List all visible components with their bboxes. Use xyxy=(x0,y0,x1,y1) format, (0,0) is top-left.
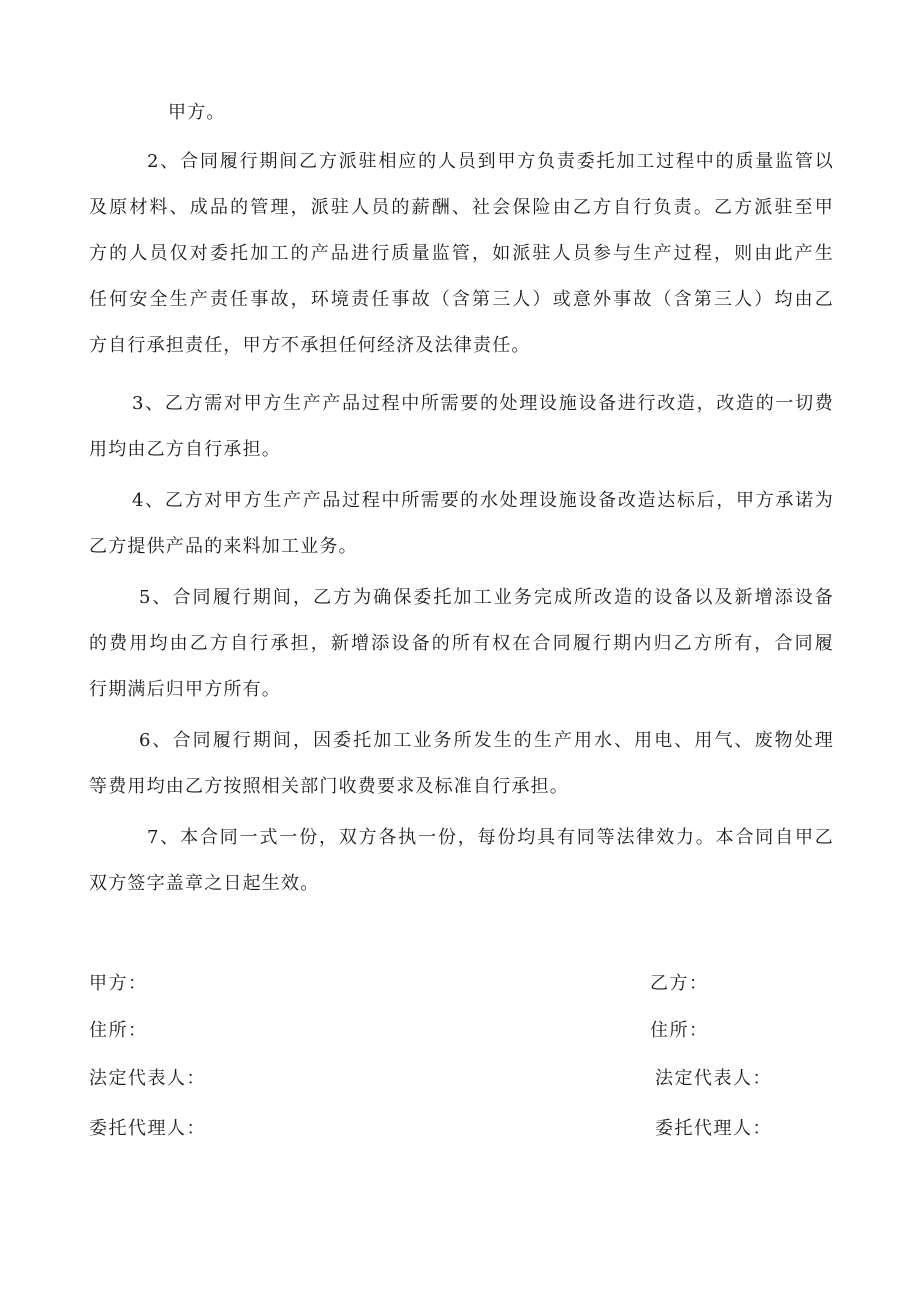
paragraph-line: 6、合同履行期间，因委托加工业务所发生的生产用水、用电、用气、废物处理 xyxy=(139,730,834,751)
party-b-label: 乙方： xyxy=(650,973,709,994)
paragraph-line: 双方签字盖章之日起生效。 xyxy=(89,873,320,894)
paragraph-line: 及原材料、成品的管理，派驻人员的薪酬、社会保险由乙方自行负责。乙方派驻至甲 xyxy=(89,197,834,218)
party-a-legal-rep-label: 法定代表人： xyxy=(89,1068,206,1089)
clause-6 xyxy=(89,718,834,810)
paragraph-line: 任何安全生产责任事故，环境责任事故（含第三人）或意外事故（含第三人）均由乙 xyxy=(89,289,834,310)
paragraph-line: 2、合同履行期间乙方派驻相应的人员到甲方负责委托加工过程中的质量监管以 xyxy=(147,151,834,172)
clause-2 xyxy=(89,139,834,369)
party-b-legal-rep-label: 法定代表人： xyxy=(655,1068,772,1089)
paragraph-line: 的费用均由乙方自行承担，新增添设备的所有权在合同履行期内归乙方所有，合同履 xyxy=(89,633,834,654)
paragraph-line: 方自行承担责任，甲方不承担任何经济及法律责任。 xyxy=(89,335,531,356)
paragraph-line: 乙方提供产品的来料加工业务。 xyxy=(89,536,358,557)
paragraph-continuation xyxy=(168,90,368,136)
clause-4 xyxy=(89,478,834,570)
clause-3 xyxy=(89,381,834,473)
party-b-address-label: 住所： xyxy=(650,1020,709,1041)
party-a-agent-label: 委托代理人： xyxy=(89,1118,206,1139)
paragraph-line: 用均由乙方自行承担。 xyxy=(89,439,281,460)
paragraph-line: 甲方。 xyxy=(168,102,226,123)
paragraph-line: 行期满后归甲方所有。 xyxy=(89,679,281,700)
paragraph-line: 5、合同履行期间，乙方为确保委托加工业务完成所改造的设备以及新增添设备 xyxy=(139,587,834,608)
party-a-label: 甲方： xyxy=(89,973,148,994)
party-b-agent-label: 委托代理人： xyxy=(655,1118,772,1139)
paragraph-line: 7、本合同一式一份，双方各执一份，每份均具有同等法律效力。本合同自甲乙 xyxy=(147,827,834,848)
paragraph-line: 3、乙方需对甲方生产产品过程中所需要的处理设施设备进行改造，改造的一切费 xyxy=(132,393,834,414)
paragraph-line: 方的人员仅对委托加工的产品进行质量监管，如派驻人员参与生产过程，则由此产生 xyxy=(89,243,834,264)
clause-7 xyxy=(89,815,834,907)
paragraph-line: 等费用均由乙方按照相关部门收费要求及标准自行承担。 xyxy=(89,776,569,797)
clause-5 xyxy=(89,575,834,713)
party-a-address-label: 住所： xyxy=(89,1020,148,1041)
paragraph-line: 4、乙方对甲方生产产品过程中所需要的水处理设施设备改造达标后，甲方承诺为 xyxy=(132,490,834,511)
